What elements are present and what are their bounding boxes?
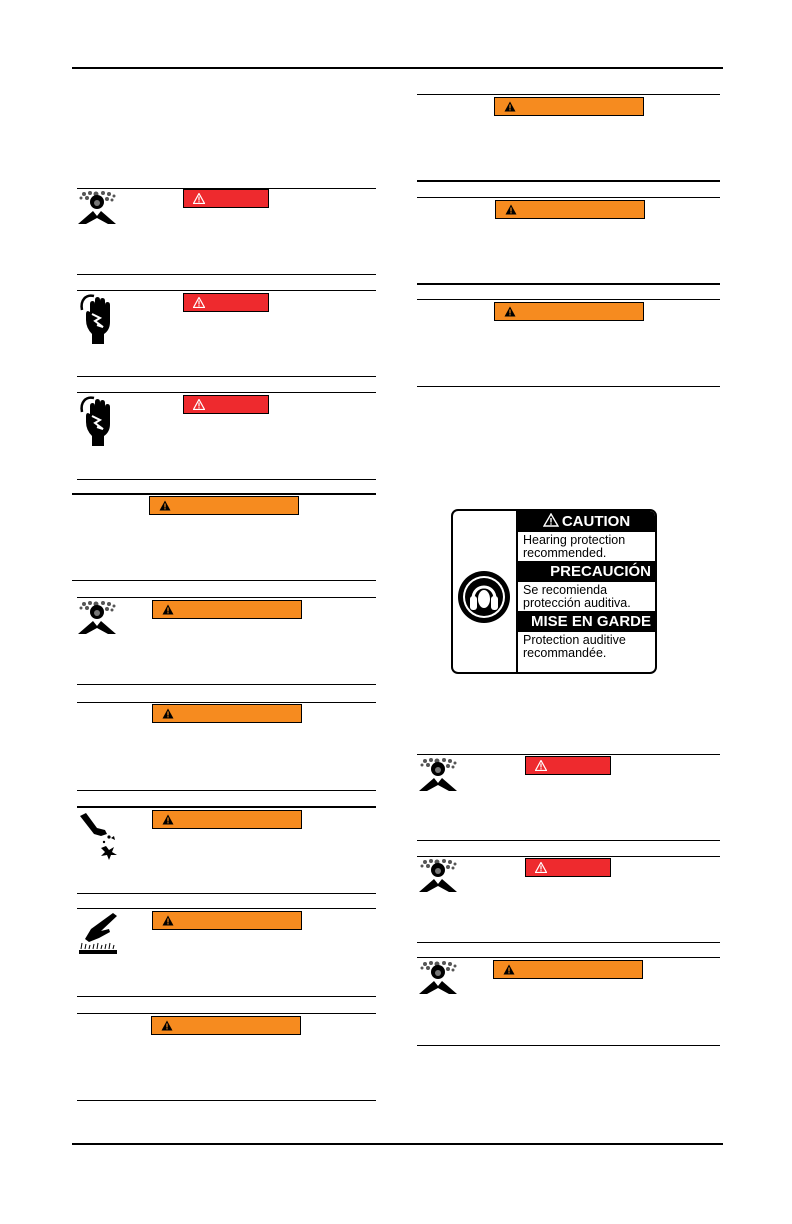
- hazard-block-bottom-rule: [72, 580, 376, 581]
- alert-triangle-icon: [504, 101, 516, 112]
- warning-label: [495, 200, 645, 219]
- hazard-block-bottom-rule: [77, 790, 376, 791]
- toxic-fumes-icon: [417, 960, 461, 996]
- alert-triangle-icon: [193, 193, 205, 204]
- hazard-block-top-rule: [417, 856, 720, 857]
- caution-line-2: recommended.: [523, 546, 607, 560]
- hazard-block-bottom-rule: [77, 1100, 376, 1101]
- alert-triangle-icon: [503, 964, 515, 975]
- alert-triangle-icon: [505, 204, 517, 215]
- hazard-block-bottom-rule: [417, 840, 720, 841]
- hearing-protection-icon: [456, 569, 512, 625]
- hazard-block-top-rule: [417, 299, 720, 300]
- caution-body: [518, 532, 655, 561]
- mise-en-garde-body: [518, 632, 655, 661]
- electric-shock-hand-icon: [78, 394, 118, 448]
- danger-label: [525, 858, 611, 877]
- alert-triangle-icon: [161, 1020, 173, 1031]
- hazard-block-top-rule: [417, 957, 720, 958]
- hazard-block-top-rule: [417, 754, 720, 755]
- hazard-block-top-rule: [77, 597, 376, 598]
- warning-label: [151, 1016, 301, 1035]
- alert-triangle-icon: [193, 297, 205, 308]
- mise-en-garde-heading: MISE EN GARDE: [518, 611, 655, 632]
- mise-en-garde-line-2: recommandée.: [523, 646, 607, 660]
- hazard-block-top-rule: [417, 94, 720, 95]
- precaucion-line-2: protección auditiva.: [523, 596, 631, 610]
- alert-triangle-icon: [535, 862, 547, 873]
- danger-label: [183, 293, 269, 312]
- electric-shock-hand-icon: [78, 292, 118, 346]
- warning-label: [152, 600, 302, 619]
- warning-label: [493, 960, 643, 979]
- footer-rule: [72, 1143, 723, 1145]
- alert-triangle-icon: [162, 915, 174, 926]
- alert-triangle-icon: [162, 708, 174, 719]
- toxic-fumes-icon: [417, 757, 461, 793]
- mise-en-garde-line-1: Protection auditive: [523, 633, 626, 647]
- danger-label: [525, 756, 611, 775]
- hazard-block-bottom-rule: [77, 893, 376, 894]
- warning-label: [152, 704, 302, 723]
- caution-heading-text: CAUTION: [561, 513, 631, 530]
- caution-heading: [518, 511, 655, 532]
- toxic-fumes-icon: [417, 858, 461, 894]
- warning-label: [152, 810, 302, 829]
- hot-surface-icon: [77, 911, 121, 957]
- hazard-block-top-rule: [77, 702, 376, 703]
- warning-label: [494, 97, 644, 116]
- hearing-protection-caution-sign: [451, 509, 657, 674]
- caution-sign-symbol-panel: [453, 511, 518, 672]
- toxic-fumes-icon: [76, 190, 120, 226]
- danger-label: [183, 395, 269, 414]
- precaucion-heading: PRECAUCIÓN: [518, 561, 655, 582]
- hazard-block-bottom-rule: [417, 942, 720, 943]
- alert-triangle-icon: [504, 306, 516, 317]
- hazard-block-top-rule: [77, 908, 376, 909]
- hazard-block-top-rule: [417, 197, 720, 198]
- hazard-block-bottom-rule: [77, 479, 376, 480]
- hazard-block-top-rule: [77, 392, 376, 393]
- warning-label: [149, 496, 299, 515]
- hazard-block-bottom-rule: [417, 1045, 720, 1046]
- hazard-block-bottom-rule: [417, 386, 720, 387]
- hazard-block-bottom-rule: [77, 274, 376, 275]
- alert-triangle-icon: [159, 500, 171, 511]
- precaucion-body: [518, 582, 655, 611]
- hazard-block-top-rule: [77, 806, 376, 808]
- warning-label: [494, 302, 644, 321]
- toxic-fumes-icon: [76, 600, 120, 636]
- alert-triangle-icon: [543, 513, 559, 527]
- hazard-block-bottom-rule: [77, 376, 376, 377]
- alert-triangle-icon: [193, 399, 205, 410]
- caution-sign-text-panel: [518, 511, 655, 661]
- header-rule: [72, 67, 723, 69]
- hazard-block-top-rule: [77, 290, 376, 291]
- alert-triangle-icon: [535, 760, 547, 771]
- hazard-block-top-rule: [77, 1013, 376, 1014]
- danger-label: [183, 189, 269, 208]
- alert-triangle-icon: [162, 604, 174, 615]
- hazard-block-top-rule: [72, 493, 376, 495]
- hazard-block-bottom-rule: [77, 996, 376, 997]
- alert-triangle-icon: [162, 814, 174, 825]
- hazard-block-bottom-rule: [77, 684, 376, 685]
- warning-label: [152, 911, 302, 930]
- precaucion-line-1: Se recomienda: [523, 583, 608, 597]
- flying-debris-icon: [77, 810, 121, 860]
- caution-line-1: Hearing protection: [523, 533, 626, 547]
- hazard-block-bottom-rule: [417, 180, 720, 182]
- hazard-block-bottom-rule: [417, 283, 720, 285]
